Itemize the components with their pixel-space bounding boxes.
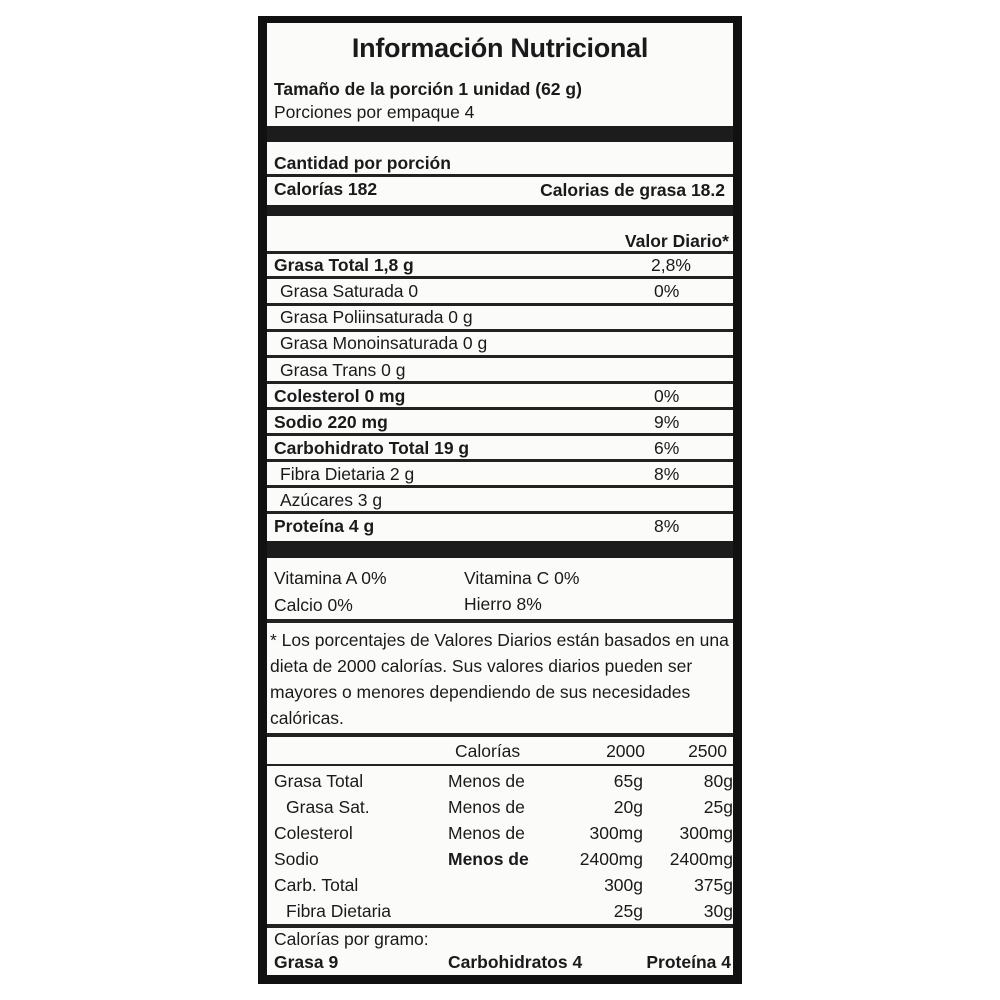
nutrient-daily-value: 8% <box>654 464 680 484</box>
divider <box>267 381 733 384</box>
nutrient-label: Grasa Poliinsaturada 0 g <box>280 307 473 327</box>
ref-value-2000: 2400mg <box>579 849 643 869</box>
amount-per-serving: Cantidad por porción <box>274 153 451 173</box>
thick-divider <box>267 126 733 142</box>
divider <box>267 511 733 514</box>
divider <box>267 251 733 254</box>
nutrient-daily-value: 2,8% <box>651 255 691 275</box>
nutrient-daily-value: 0% <box>654 386 680 406</box>
calcium: Calcio 0% <box>274 595 353 615</box>
nutrition-label <box>258 16 742 984</box>
divider <box>267 924 733 928</box>
nutrient-daily-value: 0% <box>654 281 680 301</box>
thick-divider <box>267 541 733 558</box>
daily-value-header: Valor Diario* <box>624 231 729 251</box>
iron: Hierro 8% <box>464 594 542 614</box>
divider <box>267 329 733 332</box>
ref-value-2500: 375g <box>694 875 733 895</box>
servings-per-container: Porciones por empaque 4 <box>274 102 475 122</box>
nutrient-label: Grasa Total 1,8 g <box>274 255 414 275</box>
protein-calories-per-gram: Proteína 4 <box>646 952 731 972</box>
divider <box>267 355 733 358</box>
ref-nutrient: Grasa Sat. <box>286 797 370 817</box>
nutrient-label: Colesterol 0 mg <box>274 386 406 406</box>
ref-value-2000: 300mg <box>589 823 643 843</box>
ref-value-2500: 300mg <box>679 823 733 843</box>
calories-per-gram-label: Calorías por gramo: <box>274 929 429 949</box>
label-title: Información Nutricional <box>351 33 649 63</box>
ref-header-2500: 2500 <box>688 741 727 761</box>
daily-value-footnote: * Los porcentajes de Valores Diarios están basados en una dieta de 2000 calorías. Sus valores diarios pueden ser mayores o menores dependiendo de sus necesidades calóricas. <box>270 630 729 728</box>
ref-header-calories: Calorías <box>455 741 521 761</box>
ref-nutrient: Grasa Total <box>274 771 364 791</box>
medium-divider <box>267 205 733 216</box>
ref-value-2500: 30g <box>703 901 733 921</box>
serving-size: Tamaño de la porción 1 unidad (62 g) <box>274 79 582 99</box>
nutrient-daily-value: 8% <box>654 516 680 536</box>
ref-value-2500: 2400mg <box>669 849 733 869</box>
divider <box>267 276 733 279</box>
ref-value-2000: 65g <box>613 771 643 791</box>
nutrient-label: Grasa Monoinsaturada 0 g <box>280 333 488 353</box>
calories-value: Calorías 182 <box>274 179 378 199</box>
fat-calories-per-gram: Grasa 9 <box>274 952 339 972</box>
nutrition-label-panel <box>267 23 733 975</box>
ref-qualifier: Menos de <box>448 797 525 817</box>
divider <box>267 485 733 488</box>
ref-value-2000: 20g <box>613 797 643 817</box>
vitamin-a: Vitamina A 0% <box>274 568 387 588</box>
nutrient-label: Sodio 220 mg <box>274 412 388 432</box>
calories-from-fat: Calorias de grasa 18.2 <box>540 180 725 200</box>
nutrient-label: Grasa Saturada 0 <box>280 281 419 301</box>
nutrient-label: Grasa Trans 0 g <box>280 360 406 380</box>
ref-value-2500: 80g <box>703 771 733 791</box>
divider <box>267 733 733 737</box>
ref-header-2000: 2000 <box>606 741 645 761</box>
ref-qualifier: Menos de <box>448 849 529 869</box>
vitamin-c: Vitamina C 0% <box>464 568 580 588</box>
nutrient-label: Carbohidrato Total 19 g <box>274 438 470 458</box>
ref-nutrient: Fibra Dietaria <box>286 901 392 921</box>
ref-value-2000: 300g <box>604 875 643 895</box>
ref-nutrient: Colesterol <box>274 823 353 843</box>
divider <box>267 459 733 462</box>
ref-nutrient: Carb. Total <box>274 875 359 895</box>
nutrient-label: Proteína 4 g <box>274 516 375 536</box>
divider <box>267 764 733 766</box>
carbs-calories-per-gram: Carbohidratos 4 <box>448 952 583 972</box>
divider <box>267 619 733 623</box>
nutrient-label: Azúcares 3 g <box>280 490 383 510</box>
ref-qualifier: Menos de <box>448 771 525 791</box>
divider <box>267 303 733 306</box>
nutrient-daily-value: 9% <box>654 412 680 432</box>
ref-nutrient: Sodio <box>274 849 319 869</box>
ref-qualifier: Menos de <box>448 823 525 843</box>
ref-value-2500: 25g <box>703 797 733 817</box>
divider <box>267 407 733 410</box>
divider <box>267 174 733 177</box>
nutrient-daily-value: 6% <box>654 438 680 458</box>
ref-value-2000: 25g <box>613 901 643 921</box>
nutrient-label: Fibra Dietaria 2 g <box>280 464 415 484</box>
divider <box>267 433 733 436</box>
